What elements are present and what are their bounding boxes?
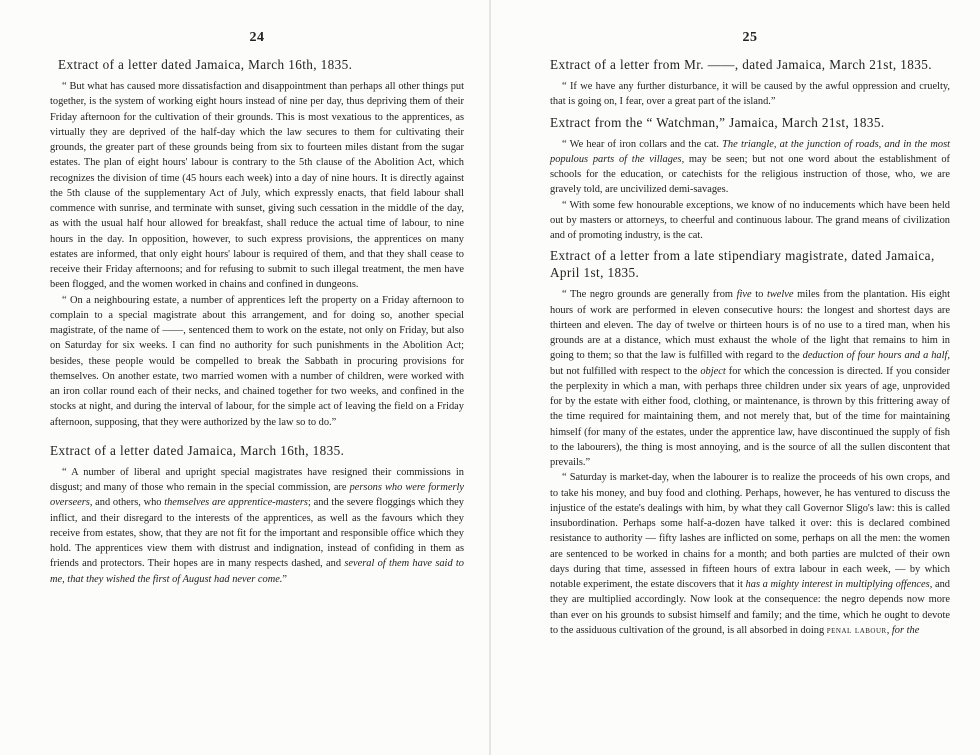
- section-heading: Extract of a letter from a late stipendiary magistrate, dated Jamaica, April 1st, 1835.: [550, 248, 935, 281]
- body-paragraph: “ On a neighbouring estate, a number of apprentices left the property on a Friday afternoon to complain to a special magistrate about this arrangement, and for doing so, another special magistrate, of the name of ——, sentenced them to work on the estate, not only on Friday, but also on Saturday for six weeks. I can find no authority for such punishments in the Abolition Act; besides, these people would be compelled to break the Sabbath in procuring provisions for themselves. On another estate, two married women with a number of children, were worked with an iron collar round each of their necks, and chained together for two weeks, and confined in the stocks at night, and during the interval of labour, for the simple act of leaving the field on a Friday afternoon, supposing, that they were authorized by the law so to do.”: [50, 294, 464, 428]
- section-heading: Extract from the “ Watchman,” Jamaica, March 21st, 1835.: [550, 114, 885, 130]
- section-heading: Extract of a letter dated Jamaica, March 16th, 1835.: [50, 442, 345, 458]
- body-paragraph: “ But what has caused more dissatisfaction and disappointment than perhaps all other things put together, is the system of working eight hours instead of nine per day, thus depriving them of their Friday afternoon for the cultivation of their grounds. This is most vexatious to the apprentices, as virtually they are deprived of the half-day which the law secures to them for cultivating their grounds, the greater part of these grounds being from six to fourteen miles distant from the sugar estates. The plan of eight hours' labour is contrary to the 5th clause of the Abolition Act, which recognizes the division of time (45 hours each week) into a day of nine hours. It is directly against the 5th clause of the supplementary Act of July, which expressly enacts, that field labour shall commence with sunrise, and terminate with sunset, giving such cessation in the middle of the day, as with the usual half hour allowed for breakfast, shall reduce the actual time of labour, to nine hours in the day. In opposition, however, to such express provisions, the apprentices on many estates are informed, that only eight hours' labour is required of them, and that they shall cease to receive their Friday afternoons; and for refusing to submit to such illegal treatment, the men have been flogged, and the women worked in chains and confined in dungeons.: [50, 81, 464, 291]
- section-heading: Extract of a letter dated Jamaica, March 16th, 1835.: [58, 57, 353, 72]
- right-page: [490, 0, 980, 755]
- body-paragraph: “ Saturday is market-day, when the labourer is to realize the proceeds of his own crops, and to take his money, and buy food and clothing. Perhaps, however, he has ventured to discuss the injustice of the estate's dealings with him, by what they call Governor Sligo's law: this is called insubordination. Perhaps some half-a-dozen have talked it over: this is declared combined resistance to authority — fifty lashes are inflicted on some, perhaps on all the men: the women are sentenced to be worked in chains for a month; and both parties are mulcted of their own days during that time, assessed in fifteen hours of extra labour in each week, — by which notable experiment, the estate discovers that it has a mighty interest in multiplying offences, and they are multiplied accordingly. Now look at the consequence: the negro depends now more than ever on his grounds to subsist himself and family; and the time, which he ought to devote to the assiduous cultivation of the ground, is all absorbed in doing penal labour, for the: [550, 472, 950, 636]
- body-paragraph: “ If we have any further disturbance, it will be caused by the awful oppression and cruelty, that is going on, I fear, over a great part of the island.”: [550, 81, 950, 108]
- body-paragraph: “ We hear of iron collars and the cat. The triangle, at the junction of roads, and in the most populous parts of the villages, may be seen; but not one word about the establishment of schools for the education, or catechists for the religious instruction of those, who, we are gravely told, are uncivilized demi-savages.: [550, 138, 950, 196]
- body-paragraph: “ A number of liberal and upright special magistrates have resigned their commissions in disgust; and many of those who remain in the special commission, are persons who were formerly overseers, and others, who themselves are apprentice-masters; and the severe floggings which they inflict, and their disregard to the interests of the apprentices, as well as the favours which they receive from estates, show, that they are not fit for the important and responsible office which they hold. The apprentices view them with distrust and indignation, instead of confiding in them as friends and protectors. Their hopes are in many respects dashed, and several of them have said to me, that they wished the first of August had never come.”: [50, 466, 464, 585]
- body-paragraph: “ The negro grounds are generally from five to twelve miles from the plantation. His eight hours of work are performed in eleven consecutive hours: the longest and shortest days are thirteen and eleven. The day of twelve or thirteen hours is of no use to a tired man, when his grounds are at a distance, which must exhaust the whole of the light that remains to him in going to them; so that the law is fulfilled with regard to the deduction of four hours and a half, but not fulfilled with respect to the object for which the concession is directed. If you consider the perplexity in which a man, with perhaps three children under six years of age, unprovided for by the estate with either food, clothing, or maintenance, is thrown by this frittering away of the time required for maintaining them, and not merely that, but of the time for maintaining himself (for many of the estates, under the apprentice law, have discontinued the supply of fish to the labourers), the thing is most annoying, and is the source of all the sullen discontent that prevails.”: [550, 289, 950, 468]
- page-number: 24: [249, 30, 265, 45]
- page-number: 25: [742, 30, 758, 45]
- section-heading: Extract of a letter from Mr. ——, dated Jamaica, March 21st, 1835.: [550, 57, 932, 72]
- body-paragraph: “ With some few honourable exceptions, we know of no inducements which have been held out by masters or attorneys, to cheerful and continuous labour. The grand means of civilization and of promoting industry, is the cat.: [550, 199, 950, 241]
- spacer: [50, 430, 464, 438]
